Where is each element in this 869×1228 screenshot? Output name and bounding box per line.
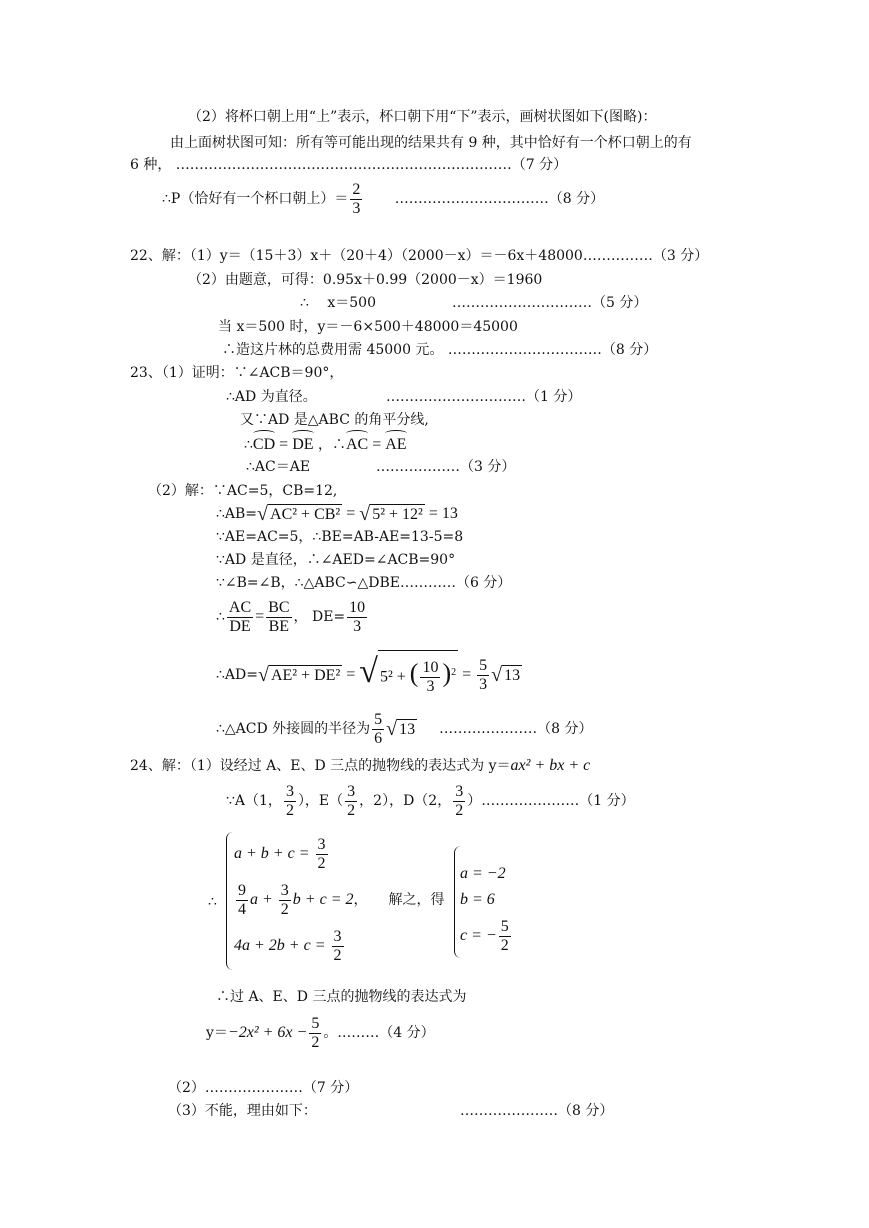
q24-line: （3）不能，理由如下： xyxy=(168,1103,317,1119)
q23-line: （2）解：∵AC=5，CB=12, xyxy=(148,483,338,499)
arc-ac: AC xyxy=(346,433,368,457)
square-root: √ AC² + CB² xyxy=(257,502,341,525)
text-line: 6 种， ………………………………………………………………（7 分） xyxy=(130,157,568,173)
q22-line: 当 x＝500 时，y＝－6×500＋48000＝45000 xyxy=(218,319,518,335)
q23-line: ∵AE=AC=5，∴BE=AB-AE=13-5=8 xyxy=(216,529,464,545)
points-line: ∵A（1， $\frac{3}{2}$ ），E（ $\frac{3}{2}$ ，2），D（2， $\frac{3}{2}$ ）…………………（1 分） xyxy=(226,782,635,819)
radius-line: ∴△ACD 外接圆的半径为 $\frac{5}{6}$ √ 13 …………………（8 分） xyxy=(216,710,593,747)
ab-equation-line: ∴AB= √ AC² + CB² = √ 5² + 12² = 13 xyxy=(216,502,458,525)
fraction: $\frac{3}{2}$ xyxy=(317,835,326,872)
fraction: $\frac{AC}{DE}$ xyxy=(228,598,252,635)
solution: c = − $\frac{5}{2}$ xyxy=(460,917,509,954)
arc-equation-line: ∴CD = DE ，∴AC = AE xyxy=(244,433,407,457)
system-equation: 4a + 2b + c = $\frac{3}{2}$ xyxy=(234,927,342,964)
square-root: √ 5² + 12² xyxy=(359,502,423,525)
system-equation: a + b + c = $\frac{3}{2}$ xyxy=(234,835,326,872)
result-line: y＝−2x² + 6x − $\frac{5}{2}$ 。………（4 分） xyxy=(206,1014,435,1051)
fraction: $\frac{9}{4}$ xyxy=(238,881,246,918)
fraction: $\frac{3}{2}$ xyxy=(455,782,464,819)
fraction: $\frac{5}{6}$ xyxy=(374,710,383,747)
text-line: （2）将杯口朝上用“上”表示，杯口朝下用“下”表示，画树状图如下(图略)： xyxy=(188,109,657,125)
q23-line: ∴AC＝AE xyxy=(246,459,311,475)
fraction: $\frac{5}{2}$ xyxy=(311,1014,320,1051)
score: ……………………………（8 分） xyxy=(394,191,605,207)
text-line: 由上面树状图可知：所有等可能出现的结果共有 9 种，其中恰好有一个杯口朝上的有 xyxy=(170,135,692,151)
fraction: $\frac{3}{2}$ xyxy=(285,782,294,819)
solution: b = 6 xyxy=(460,891,495,908)
q24-line: 24、解：（1）设经过 A、E、D 三点的抛物线的表达式为 y＝ax² + bx + c xyxy=(130,757,591,774)
square-root: √ 13 xyxy=(491,663,521,686)
q23-line: ∵∠B=∠B，∴△ABC∽△DBE…………（6 分） xyxy=(216,575,512,591)
q24-line: ∴过 A、E、D 三点的抛物线的表达式为 xyxy=(216,989,467,1005)
q24-line: （2）…………………（7 分） xyxy=(168,1080,359,1096)
system-brace xyxy=(226,832,233,970)
fraction: $\frac{3}{2}$ xyxy=(280,881,289,918)
fraction: $\frac{BC}{BE}$ xyxy=(268,598,290,635)
text: ∴P（恰好有一个杯口朝上）＝ xyxy=(162,191,349,207)
score: …………………（8 分） xyxy=(460,1103,614,1119)
probability-line xyxy=(162,180,604,218)
fraction: $\frac{5}{3}$ xyxy=(479,656,488,693)
square-root: √ 13 xyxy=(386,717,416,740)
fraction: $\frac{3}{2}$ xyxy=(333,927,342,964)
q22-line: ∴ x＝500 xyxy=(300,295,376,311)
therefore-symbol: ∴ xyxy=(208,894,217,910)
square-root: √ 5² + ( $\frac{10}{3}$ )$^2$ xyxy=(359,650,458,699)
score: ………………（3 分） xyxy=(376,459,516,475)
arc-cd: CD xyxy=(253,433,275,457)
q22-line: （2）由题意，可得：0.95x＋0.99（2000－x）＝1960 xyxy=(188,272,543,288)
q22-line: ∴造这片林的总费用需 45000 元。 ……………………………（8 分） xyxy=(222,342,658,358)
fraction: $\frac{5}{2}$ xyxy=(500,917,509,954)
square-root: √ AE² + DE² xyxy=(257,663,341,686)
fraction: $\frac{3}{2}$ xyxy=(347,782,356,819)
q22-line: 22、解：（1）y＝（15＋3）x＋（20＋4）（2000－x）＝－6x＋48000……………（3 分） xyxy=(130,248,709,264)
arc-de: DE xyxy=(292,433,313,457)
fraction: $\frac{2}{3}$ xyxy=(352,180,361,217)
q23-line: 又∵AD 是△ABC 的角平分线, xyxy=(240,412,429,428)
fraction: $\frac{10}{3}$ xyxy=(349,598,366,635)
arc-ae: AE xyxy=(385,433,406,457)
score: …………………（8 分） xyxy=(439,721,593,737)
q23-line: 23、（1）证明：∵∠ACB＝90°， xyxy=(130,365,344,381)
q23-line: ∴AD 为直径。 xyxy=(226,389,317,405)
system-equation: $\frac{9}{4}$ a + $\frac{3}{2}$ b + c = 2， 解之，得 xyxy=(238,881,445,918)
solution: a = −2 xyxy=(460,865,506,882)
q23-line: ∵AD 是直径，∴∠AED=∠ACB=90° xyxy=(216,552,456,568)
score: …………………………（1 分） xyxy=(386,389,582,405)
ad-equation-line: ∴AD= √ AE² + DE² = √ 5² + ( $\frac{10}{3}$ )$^2$ = $\frac{5}{3}$ √ 13 xyxy=(216,650,522,700)
score: …………………………（5 分） xyxy=(452,295,648,311)
ratio-line: ∴ $\frac{AC}{DE}$ = $\frac{BC}{BE}$ ， DE= $\frac{10}{3}$ xyxy=(216,598,366,635)
fraction: $\frac{10}{3}$ xyxy=(422,659,439,696)
